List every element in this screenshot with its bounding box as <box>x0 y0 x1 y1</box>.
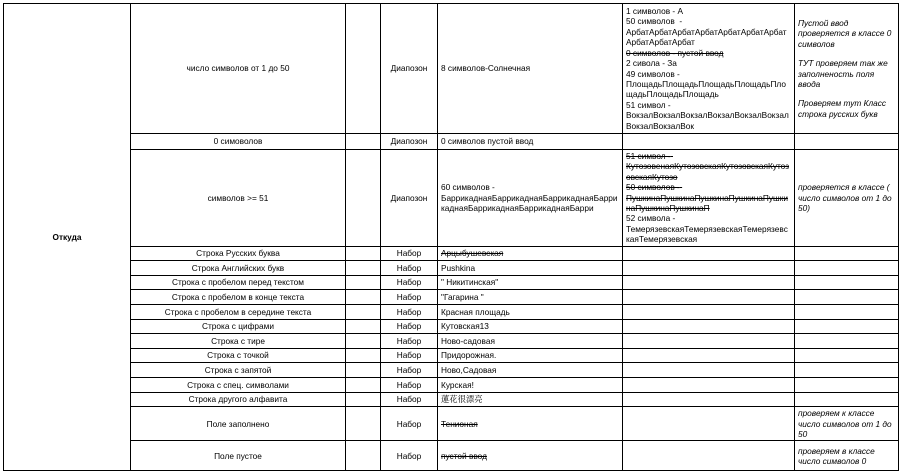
note-cell <box>795 261 899 276</box>
test-case-name-cell: Строка с точкой <box>131 348 346 363</box>
table-row <box>4 4 899 134</box>
note-cell <box>795 363 899 378</box>
note-cell <box>795 334 899 349</box>
table-body <box>4 4 899 471</box>
table-row <box>4 305 899 320</box>
test-value-cell <box>438 392 623 407</box>
test-value-cell <box>438 275 623 290</box>
test-value-cell <box>438 348 623 363</box>
table-row <box>4 246 899 261</box>
class-type-cell: Диапозон <box>381 134 438 150</box>
test-case-name-cell: Строка с запятой <box>131 363 346 378</box>
test-value-text: 60 символов - БаррикаднаяБаррикаднаяБаррикаднаяБаррикаднаяБаррикаднаяБаррикаднаяБарри <box>441 182 618 214</box>
test-case-name-cell: Строка Английских букв <box>131 261 346 276</box>
detail-examples-cell <box>623 246 795 261</box>
detail-examples-cell <box>623 441 795 471</box>
note-cell <box>795 134 899 150</box>
table-row <box>4 334 899 349</box>
test-value-text: 0 символов пустой ввод <box>441 136 534 147</box>
test-case-table <box>3 3 899 471</box>
table-row <box>4 441 899 471</box>
note-paragraph: проверяется в классе ( число символов от 1 до 50) <box>798 182 894 214</box>
class-type-cell: Набор <box>381 275 438 290</box>
detail-line: 50 символов - ПушкинаПушкинаПушкинаПушкинаПушкинаПушкинаПушкинаП <box>626 182 788 214</box>
detail-examples-cell <box>623 305 795 320</box>
class-type-cell: Набор <box>381 290 438 305</box>
test-case-name-cell: Поле пустое <box>131 441 346 471</box>
detail-examples-cell <box>623 150 795 247</box>
table-row <box>4 290 899 305</box>
note-cell <box>795 319 899 334</box>
test-case-name-cell: Строка с пробелом в конце текста <box>131 290 346 305</box>
table-row <box>4 150 899 247</box>
note-cell <box>795 290 899 305</box>
class-type-cell: Набор <box>381 261 438 276</box>
detail-line: 2 сивола - За <box>626 58 677 69</box>
class-type-cell: Набор <box>381 348 438 363</box>
class-type-cell: Набор <box>381 334 438 349</box>
detail-examples-cell <box>623 134 795 150</box>
test-case-name-cell: Строка с спец. символами <box>131 378 346 393</box>
class-type-cell: Набор <box>381 378 438 393</box>
test-value-cell <box>438 4 623 134</box>
test-case-name-cell: число символов от 1 до 50 <box>131 4 346 134</box>
detail-examples-cell <box>623 334 795 349</box>
test-value-text: Ново,Садовая <box>441 365 497 375</box>
note-cell <box>795 407 899 441</box>
test-case-name-cell: Строка Русских буква <box>131 246 346 261</box>
spacer-cell <box>346 407 381 441</box>
note-cell <box>795 275 899 290</box>
test-case-name-cell: символов >= 51 <box>131 150 346 247</box>
test-value-text: Ново-садовая <box>441 335 495 346</box>
test-value-cell <box>438 246 623 261</box>
spacer-cell <box>346 134 381 150</box>
spacer-cell <box>346 348 381 363</box>
test-value-cell <box>438 363 623 378</box>
spacer-cell <box>346 363 381 378</box>
detail-line: 50 символов - АрбатАрбатАрбатАрбатАрбатАрбатАрбатАрбатАрбатАрбат <box>626 16 787 48</box>
note-cell <box>795 150 899 247</box>
test-value-cell <box>438 378 623 393</box>
note-cell <box>795 378 899 393</box>
note-paragraph: проверяем к классе число символов от 1 до 50 <box>798 408 894 439</box>
class-type-cell: Набор <box>381 305 438 320</box>
test-value-text: Красная площадь <box>441 306 510 317</box>
spacer-cell <box>346 334 381 349</box>
table-row <box>4 134 899 150</box>
test-value-text: "Гагарина " <box>441 292 484 303</box>
spacer-cell <box>346 378 381 393</box>
table-row <box>4 348 899 363</box>
note-cell <box>795 4 899 134</box>
spacer-cell <box>346 261 381 276</box>
detail-line: 49 символов - ПлощадьПлощадьПлощадьПлощадьПлощадьПлощадьПлощадь <box>626 68 786 100</box>
detail-examples-cell <box>623 275 795 290</box>
test-value-text: Курская! <box>441 379 474 390</box>
note-paragraph: ТУТ проверяем так же заполненость поля ввода <box>798 58 891 89</box>
table-row <box>4 275 899 290</box>
table-row <box>4 392 899 407</box>
detail-examples-cell <box>623 348 795 363</box>
test-value-cell <box>438 305 623 320</box>
test-value-cell <box>438 150 623 247</box>
class-type-cell: Набор <box>381 441 438 471</box>
note-cell <box>795 246 899 261</box>
detail-line: 1 символов - А <box>626 6 684 17</box>
spacer-cell <box>346 290 381 305</box>
test-value-cell <box>438 261 623 276</box>
test-value-cell <box>438 319 623 334</box>
class-type-cell: Набор <box>381 246 438 261</box>
test-value-text: " Никитинская" <box>441 277 499 288</box>
test-value-text: пустой ввод <box>441 450 487 461</box>
test-value-text: Кутовская13 <box>441 321 489 332</box>
test-value-cell <box>438 334 623 349</box>
class-type-cell: Набор <box>381 363 438 378</box>
test-case-name-cell: Поле заполнено <box>131 407 346 441</box>
note-cell <box>795 392 899 407</box>
test-value-text: Арцыбушевская <box>441 248 504 259</box>
test-value-cell <box>438 407 623 441</box>
detail-line: 52 символа - ТемерязевскаяТемерязевскаяТемерязевскаяТемерязевская <box>626 213 788 245</box>
spacer-cell <box>346 392 381 407</box>
spacer-cell <box>346 246 381 261</box>
table-row <box>4 261 899 276</box>
detail-line: 0 символов - пустой ввод <box>626 47 724 58</box>
note-cell <box>795 441 899 471</box>
class-type-cell: Набор <box>381 392 438 407</box>
test-case-name-cell: Строка с цифрами <box>131 319 346 334</box>
test-case-name-cell: Строка с пробелом перед текстом <box>131 275 346 290</box>
test-value-cell <box>438 441 623 471</box>
detail-line: 51 символ - КутозовенаяКутозовскаяКутозовскаяКутозовскаяКутозо <box>626 151 790 182</box>
test-case-name-cell: 0 симоволов <box>131 134 346 150</box>
test-value-cell <box>438 134 623 150</box>
note-cell <box>795 348 899 363</box>
class-type-cell: Диапозон <box>381 4 438 134</box>
test-value-text: Придорожная. <box>441 350 497 361</box>
test-case-name-cell: Строка с тире <box>131 334 346 349</box>
spacer-cell <box>346 275 381 290</box>
test-value-text: 8 символов-Солнечная <box>441 63 531 74</box>
detail-examples-cell <box>623 363 795 378</box>
test-case-name-cell: Строка другого алфавита <box>131 392 346 407</box>
class-type-cell: Набор <box>381 407 438 441</box>
note-paragraph: Проверяем тут Класс строка русских букв <box>798 98 889 119</box>
test-value-text: 蓮花很漂亮 <box>441 394 483 405</box>
detail-examples-cell <box>623 319 795 334</box>
note-paragraph: Пустой ввод проверяется в классе 0 символов <box>798 17 894 49</box>
detail-examples-cell <box>623 261 795 276</box>
table-row <box>4 319 899 334</box>
test-value-text: Тенионая <box>441 418 478 429</box>
spacer-cell <box>346 4 381 134</box>
note-cell <box>795 305 899 320</box>
detail-line: 51 символ - ВокзалВокзалВокзалВокзалВокзалВокзалВокзалВокзалВок <box>626 99 789 131</box>
detail-examples-cell <box>623 407 795 441</box>
origin-label-cell: Откуда <box>4 4 131 471</box>
note-paragraph: проверяем в классе число символов 0 <box>798 445 878 466</box>
detail-examples-cell <box>623 392 795 407</box>
spacer-cell <box>346 305 381 320</box>
table-row <box>4 363 899 378</box>
spacer-cell <box>346 319 381 334</box>
spacer-cell <box>346 150 381 247</box>
test-case-name-cell: Строка с пробелом в середине текста <box>131 305 346 320</box>
detail-examples-cell <box>623 378 795 393</box>
detail-line-list <box>626 151 791 245</box>
class-type-cell: Набор <box>381 319 438 334</box>
table-row <box>4 378 899 393</box>
class-type-cell: Диапозон <box>381 150 438 247</box>
test-value-text: Pushkina <box>441 262 476 273</box>
test-value-cell <box>438 290 623 305</box>
spacer-cell <box>346 441 381 471</box>
detail-examples-cell <box>623 4 795 134</box>
table-row <box>4 407 899 441</box>
detail-line-list <box>626 6 791 131</box>
detail-examples-cell <box>623 290 795 305</box>
